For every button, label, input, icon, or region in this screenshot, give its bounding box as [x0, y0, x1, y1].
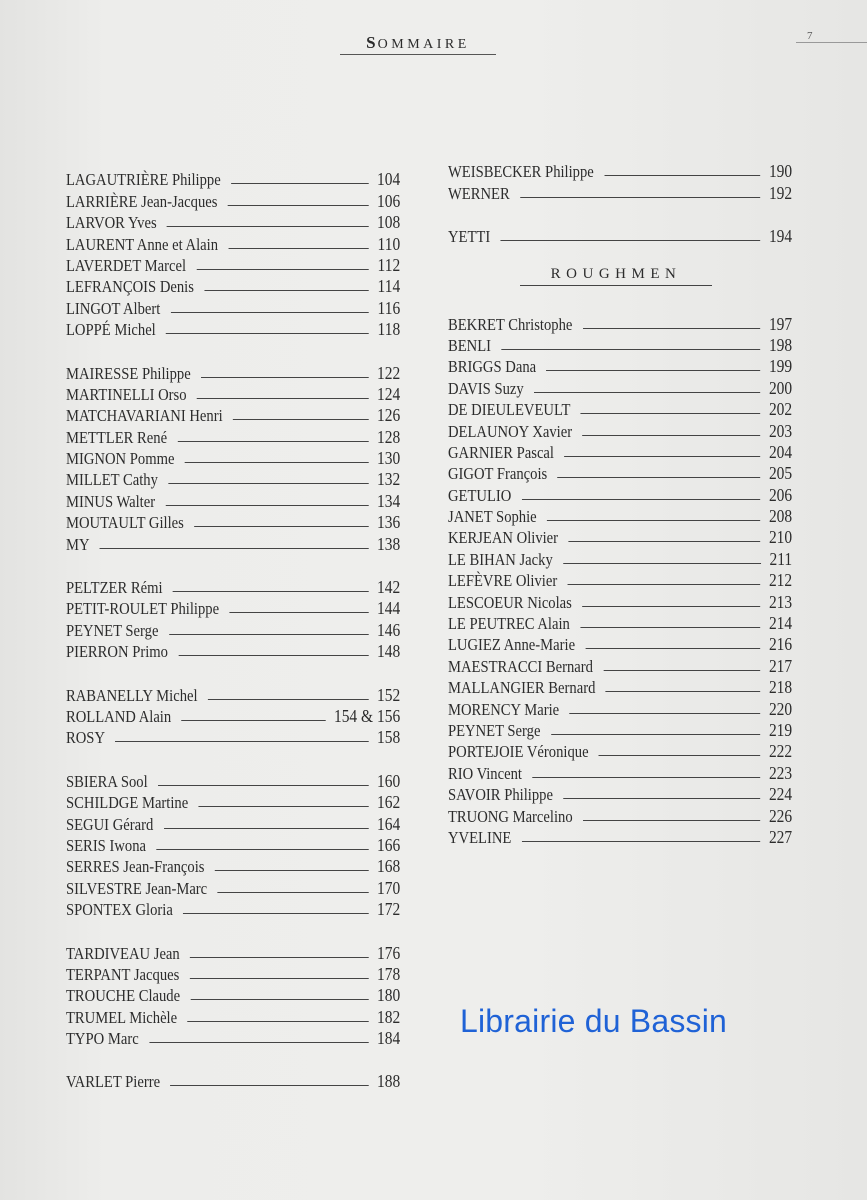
- entry-page-number: 203: [768, 420, 793, 441]
- entry-name: MILLET Cathy: [66, 470, 158, 490]
- leader-line: [581, 413, 761, 414]
- entry-name: LUGIEZ Anne-Marie: [448, 635, 576, 655]
- entry-page-number: 212: [768, 570, 793, 591]
- entry-name: SERIS Iwona: [66, 835, 147, 855]
- entry-page-number: 224: [768, 784, 793, 805]
- index-entry: [66, 211, 400, 232]
- leader-line: [115, 741, 368, 742]
- entry-page-number: 128: [376, 426, 401, 447]
- entry-page-number: 126: [376, 405, 401, 426]
- group-spacer: [66, 919, 401, 941]
- entry-page-number: 142: [376, 577, 401, 598]
- index-entry: [448, 654, 792, 675]
- index-entry: [448, 804, 792, 825]
- leader-line: [190, 999, 368, 1000]
- entry-page-number: 104: [376, 169, 401, 190]
- leader-line: [522, 499, 761, 500]
- leader-line: [229, 612, 368, 613]
- index-entry: [448, 312, 792, 333]
- entry-name: TRUONG Marcelino: [448, 806, 573, 826]
- entry-page-number: 216: [768, 634, 793, 655]
- entry-name: SEGUI Gérard: [66, 814, 154, 834]
- leader-line: [582, 435, 760, 436]
- entry-name: LOPPÉ Michel: [66, 320, 156, 340]
- leader-line: [599, 755, 760, 756]
- entry-name: LARVOR Yves: [66, 213, 157, 233]
- entry-page-number: 168: [376, 856, 401, 877]
- leader-line: [585, 648, 760, 649]
- index-entry: [66, 254, 400, 275]
- index-entry: [66, 189, 400, 210]
- index-entry: [66, 812, 400, 833]
- index-entry: [448, 740, 792, 761]
- leader-line: [201, 377, 368, 378]
- entry-name: LE PEUTREC Alain: [448, 614, 570, 634]
- index-entry: [66, 705, 400, 726]
- index-entry: [66, 984, 400, 1005]
- entry-page-number: 210: [768, 527, 793, 548]
- entry-page-number: 220: [768, 698, 793, 719]
- index-entry: [66, 1005, 400, 1026]
- entry-page-number: 146: [376, 619, 401, 640]
- leader-line: [233, 419, 368, 420]
- leader-line: [194, 526, 368, 527]
- entry-name: SILVESTRE Jean-Marc: [66, 878, 208, 898]
- entry-name: TARDIVEAU Jean: [66, 943, 180, 963]
- entry-page-number: 208: [768, 506, 793, 527]
- index-left-column: [66, 168, 401, 1091]
- entry-name: PEYNET Serge: [448, 720, 541, 740]
- page-title: [340, 33, 496, 55]
- entry-name: MORENCY Marie: [448, 699, 560, 719]
- index-entry: [66, 963, 400, 984]
- index-entry: [66, 640, 400, 661]
- title-rest: OMMAIRE: [377, 37, 470, 52]
- leader-line: [187, 1021, 368, 1022]
- entry-name: MAIRESSE Philippe: [66, 363, 191, 383]
- leader-line: [178, 655, 368, 656]
- index-entry: [448, 633, 792, 654]
- entry-page-number: 190: [768, 161, 793, 182]
- entry-page-number: 160: [376, 770, 401, 791]
- entry-name: SCHILDGE Martine: [66, 793, 189, 813]
- entry-page-number: 222: [768, 741, 793, 762]
- entry-page-number: 162: [376, 792, 401, 813]
- entry-page-number: 124: [376, 383, 401, 404]
- leader-line: [231, 183, 368, 184]
- leader-line: [183, 913, 368, 914]
- entry-page-number: 112: [377, 254, 401, 275]
- entry-name: MOUTAULT Gilles: [66, 513, 184, 533]
- index-right-column: [448, 160, 793, 847]
- entry-name: ROSY: [66, 728, 106, 748]
- entry-name: LEFRANÇOIS Denis: [66, 277, 194, 297]
- entry-page-number: 132: [376, 469, 401, 490]
- section-title-roughmen: ROUGHMEN: [520, 266, 712, 286]
- entry-name: PIERRON Primo: [66, 642, 168, 662]
- title-initial: S: [366, 33, 378, 52]
- entry-page-number: 170: [376, 877, 401, 898]
- entry-page-number: 205: [768, 463, 793, 484]
- entry-name: METTLER René: [66, 427, 168, 447]
- entry-page-number: 108: [376, 212, 401, 233]
- entry-name: DAVIS Suzy: [448, 378, 524, 398]
- entry-page-number: 176: [376, 942, 401, 963]
- index-entry: [448, 483, 792, 504]
- entry-page-number: 223: [768, 762, 793, 783]
- leader-line: [501, 349, 760, 350]
- entry-name: LEFÈVRE Olivier: [448, 571, 558, 591]
- index-entry: [66, 447, 400, 468]
- leader-line: [190, 957, 368, 958]
- entry-page-number: 158: [376, 727, 401, 748]
- entry-page-number: 194: [768, 226, 793, 247]
- leader-line: [546, 370, 760, 371]
- leader-line: [551, 734, 761, 735]
- entry-name: LAGAUTRIÈRE Philippe: [66, 170, 221, 190]
- leader-line: [166, 333, 369, 334]
- entry-name: PORTEJOIE Véronique: [448, 742, 589, 762]
- entry-name: PEYNET Serge: [66, 620, 159, 640]
- leader-line: [215, 870, 369, 871]
- group-spacer: [66, 661, 401, 683]
- index-entry: [448, 526, 792, 547]
- index-entry: [448, 419, 792, 440]
- index-entry: [66, 1070, 400, 1091]
- index-entry: [448, 719, 792, 740]
- entry-page-number: 213: [768, 591, 793, 612]
- leader-line: [558, 477, 761, 478]
- entry-name: TERPANT Jacques: [66, 964, 180, 984]
- entry-name: ROLLAND Alain: [66, 706, 172, 726]
- entry-name: RIO Vincent: [448, 763, 522, 783]
- leader-line: [532, 777, 760, 778]
- index-entry: [66, 941, 400, 962]
- entry-name: BENLI: [448, 335, 492, 355]
- leader-line: [228, 248, 369, 249]
- index-entry: [66, 383, 400, 404]
- leader-line: [100, 548, 368, 549]
- entry-page-number: 118: [377, 319, 401, 340]
- entry-page-number: 199: [768, 356, 793, 377]
- leader-line: [568, 541, 760, 542]
- leader-line: [583, 328, 761, 329]
- entry-name: RABANELLY Michel: [66, 685, 198, 705]
- entry-page-number: 204: [768, 441, 793, 462]
- index-entry: [66, 726, 400, 747]
- index-entry: [66, 489, 400, 510]
- entry-name: YETTI: [448, 227, 491, 247]
- entry-page-number: 214: [768, 613, 793, 634]
- leader-line: [208, 699, 368, 700]
- entry-page-number: 188: [376, 1071, 401, 1092]
- leader-line: [149, 1042, 368, 1043]
- index-entry: [66, 683, 400, 704]
- entry-page-number: 110: [377, 233, 401, 254]
- index-entry: [66, 876, 400, 897]
- leader-line: [547, 520, 760, 521]
- entry-name: LINGOT Albert: [66, 298, 161, 318]
- index-entry: [448, 441, 792, 462]
- leader-line: [606, 691, 761, 692]
- index-entry: [66, 791, 400, 812]
- index-entry: [448, 547, 792, 568]
- index-entry: [66, 618, 400, 639]
- entry-page-number: 218: [768, 677, 793, 698]
- index-entry: [448, 569, 792, 590]
- leader-line: [580, 627, 760, 628]
- index-entry: [66, 898, 400, 919]
- leader-line: [522, 841, 761, 842]
- entry-name: BRIGGS Dana: [448, 357, 537, 377]
- entry-name: YVELINE: [448, 827, 512, 847]
- leader-line: [156, 849, 368, 850]
- entry-name: LE BIHAN Jacky: [448, 549, 553, 569]
- entry-page-number: 144: [376, 598, 401, 619]
- index-entry: [66, 511, 400, 532]
- entry-page-number: 130: [376, 448, 401, 469]
- entry-name: WEISBECKER Philippe: [448, 162, 594, 182]
- entry-name: BEKRET Christophe: [448, 314, 573, 334]
- entry-name: DE DIEULEVEULT: [448, 400, 571, 420]
- index-entry: [66, 468, 400, 489]
- entry-page-number: 200: [768, 377, 793, 398]
- leader-line: [534, 392, 760, 393]
- entry-name: MALLANGIER Bernard: [448, 678, 596, 698]
- leader-line: [197, 398, 369, 399]
- entry-page-number: 180: [376, 985, 401, 1006]
- index-entry: [448, 590, 792, 611]
- leader-line: [603, 670, 760, 671]
- leader-line: [604, 175, 760, 176]
- index-entry: [66, 855, 400, 876]
- group-spacer: [66, 339, 401, 361]
- leader-line: [177, 441, 368, 442]
- entry-page-number: 184: [376, 1028, 401, 1049]
- index-entry: [66, 318, 400, 339]
- index-entry: [448, 676, 792, 697]
- entry-page-number: 202: [768, 399, 793, 420]
- entry-page-number: 178: [376, 963, 401, 984]
- entry-page-number: 148: [376, 641, 401, 662]
- group-spacer: [66, 1048, 401, 1070]
- entry-name: GIGOT François: [448, 464, 548, 484]
- entry-page-number: 198: [768, 334, 793, 355]
- leader-line: [173, 591, 369, 592]
- index-entry: [448, 181, 792, 202]
- index-entry: [66, 275, 400, 296]
- index-entry: [66, 576, 400, 597]
- entry-page-number: 206: [768, 484, 793, 505]
- index-entry: [66, 296, 400, 317]
- leader-line: [520, 197, 760, 198]
- group-spacer: [66, 747, 401, 769]
- index-entry: [448, 160, 792, 181]
- group-spacer: [448, 203, 793, 225]
- entry-name: MIGNON Pomme: [66, 449, 175, 469]
- entry-name: LAVERDET Marcel: [66, 255, 187, 275]
- entry-page-number: 219: [768, 719, 793, 740]
- index-entry: [448, 355, 792, 376]
- entry-name: SBIERA Sool: [66, 771, 148, 791]
- leader-line: [228, 205, 369, 206]
- entry-page-number: 192: [768, 182, 793, 203]
- entry-page-number: 217: [768, 655, 793, 676]
- leader-line: [181, 720, 325, 721]
- entry-name: PELTZER Rémi: [66, 578, 163, 598]
- leader-line: [164, 828, 369, 829]
- index-roughmen-list: [448, 312, 793, 847]
- leader-line: [196, 269, 369, 270]
- index-entry: [448, 505, 792, 526]
- entry-name: JANET Sophie: [448, 507, 537, 527]
- entry-page-number: 164: [376, 813, 401, 834]
- index-entry: [448, 697, 792, 718]
- entry-page-number: 106: [376, 190, 401, 211]
- index-entry: [66, 532, 400, 553]
- leader-line: [501, 240, 761, 241]
- entry-page-number: 226: [768, 805, 793, 826]
- index-entry: [66, 425, 400, 446]
- entry-page-number: 211: [769, 548, 793, 569]
- index-entry: [448, 225, 792, 246]
- leader-line: [171, 312, 369, 313]
- entry-name: VARLET Pierre: [66, 1072, 161, 1092]
- index-entry: [66, 769, 400, 790]
- leader-line: [169, 634, 369, 635]
- entry-name: LESCOEUR Nicolas: [448, 592, 572, 612]
- entry-name: MINUS Walter: [66, 491, 156, 511]
- entry-name: MAESTRACCI Bernard: [448, 656, 593, 676]
- leader-line: [568, 584, 761, 585]
- leader-line: [563, 563, 761, 564]
- entry-name: DELAUNOY Xavier: [448, 421, 573, 441]
- index-entry: [66, 232, 400, 253]
- leader-line: [569, 713, 760, 714]
- index-entry: [448, 398, 792, 419]
- watermark-text: Librairie du Bassin: [460, 1003, 728, 1039]
- leader-line: [217, 892, 368, 893]
- leader-line: [167, 226, 368, 227]
- entry-page-number: 114: [377, 276, 401, 297]
- entry-page-number: 227: [768, 826, 793, 847]
- entry-name: WERNER: [448, 183, 510, 203]
- page-number: 7: [796, 30, 867, 43]
- index-entry: [66, 834, 400, 855]
- entry-page-number: 152: [376, 684, 401, 705]
- entry-page-number: 122: [376, 362, 401, 383]
- leader-line: [190, 978, 369, 979]
- index-entry: [66, 597, 400, 618]
- entry-name: LAURENT Anne et Alain: [66, 234, 219, 254]
- entry-name: GARNIER Pascal: [448, 442, 554, 462]
- index-right-top-groups: [448, 160, 793, 246]
- entry-page-number: 166: [376, 834, 401, 855]
- index-entry: [448, 462, 792, 483]
- index-entry: [448, 826, 792, 847]
- entry-page-number: 136: [376, 512, 401, 533]
- leader-line: [582, 606, 760, 607]
- entry-page-number: 172: [376, 899, 401, 920]
- leader-line: [204, 290, 369, 291]
- index-entry: [66, 361, 400, 382]
- entry-page-number: 116: [377, 297, 401, 318]
- leader-line: [170, 1085, 368, 1086]
- entry-name: KERJEAN Olivier: [448, 528, 559, 548]
- entry-name: MATCHAVARIANI Henri: [66, 406, 223, 426]
- index-entry: [66, 168, 400, 189]
- group-spacer: [66, 554, 401, 576]
- index-entry: [448, 761, 792, 782]
- entry-page-number: 138: [376, 533, 401, 554]
- leader-line: [165, 505, 368, 506]
- leader-line: [185, 462, 369, 463]
- index-entry: [66, 404, 400, 425]
- entry-name: SAVOIR Philippe: [448, 785, 553, 805]
- entry-name: PETIT-ROULET Philippe: [66, 599, 220, 619]
- leader-line: [158, 785, 368, 786]
- entry-page-number: 134: [376, 490, 401, 511]
- entry-page-number: 197: [768, 313, 793, 334]
- entry-name: MARTINELLI Orso: [66, 384, 187, 404]
- entry-page-number: 182: [376, 1006, 401, 1027]
- entry-name: TRUMEL Michèle: [66, 1007, 178, 1027]
- entry-name: SPONTEX Gloria: [66, 900, 173, 920]
- entry-name: MY: [66, 534, 90, 554]
- leader-line: [563, 798, 760, 799]
- index-entry: [66, 1027, 400, 1048]
- leader-line: [199, 806, 369, 807]
- entry-name: TYPO Marc: [66, 1029, 139, 1049]
- index-entry: [448, 334, 792, 355]
- leader-line: [564, 456, 760, 457]
- entry-name: LARRIÈRE Jean-Jacques: [66, 191, 218, 211]
- index-entry: [448, 783, 792, 804]
- index-entry: [448, 612, 792, 633]
- entry-name: SERRES Jean-François: [66, 857, 205, 877]
- entry-page-number: 154 & 156: [333, 705, 401, 726]
- entry-name: TROUCHE Claude: [66, 986, 181, 1006]
- leader-line: [583, 820, 760, 821]
- entry-name: GETULIO: [448, 485, 512, 505]
- index-entry: [448, 376, 792, 397]
- leader-line: [168, 483, 368, 484]
